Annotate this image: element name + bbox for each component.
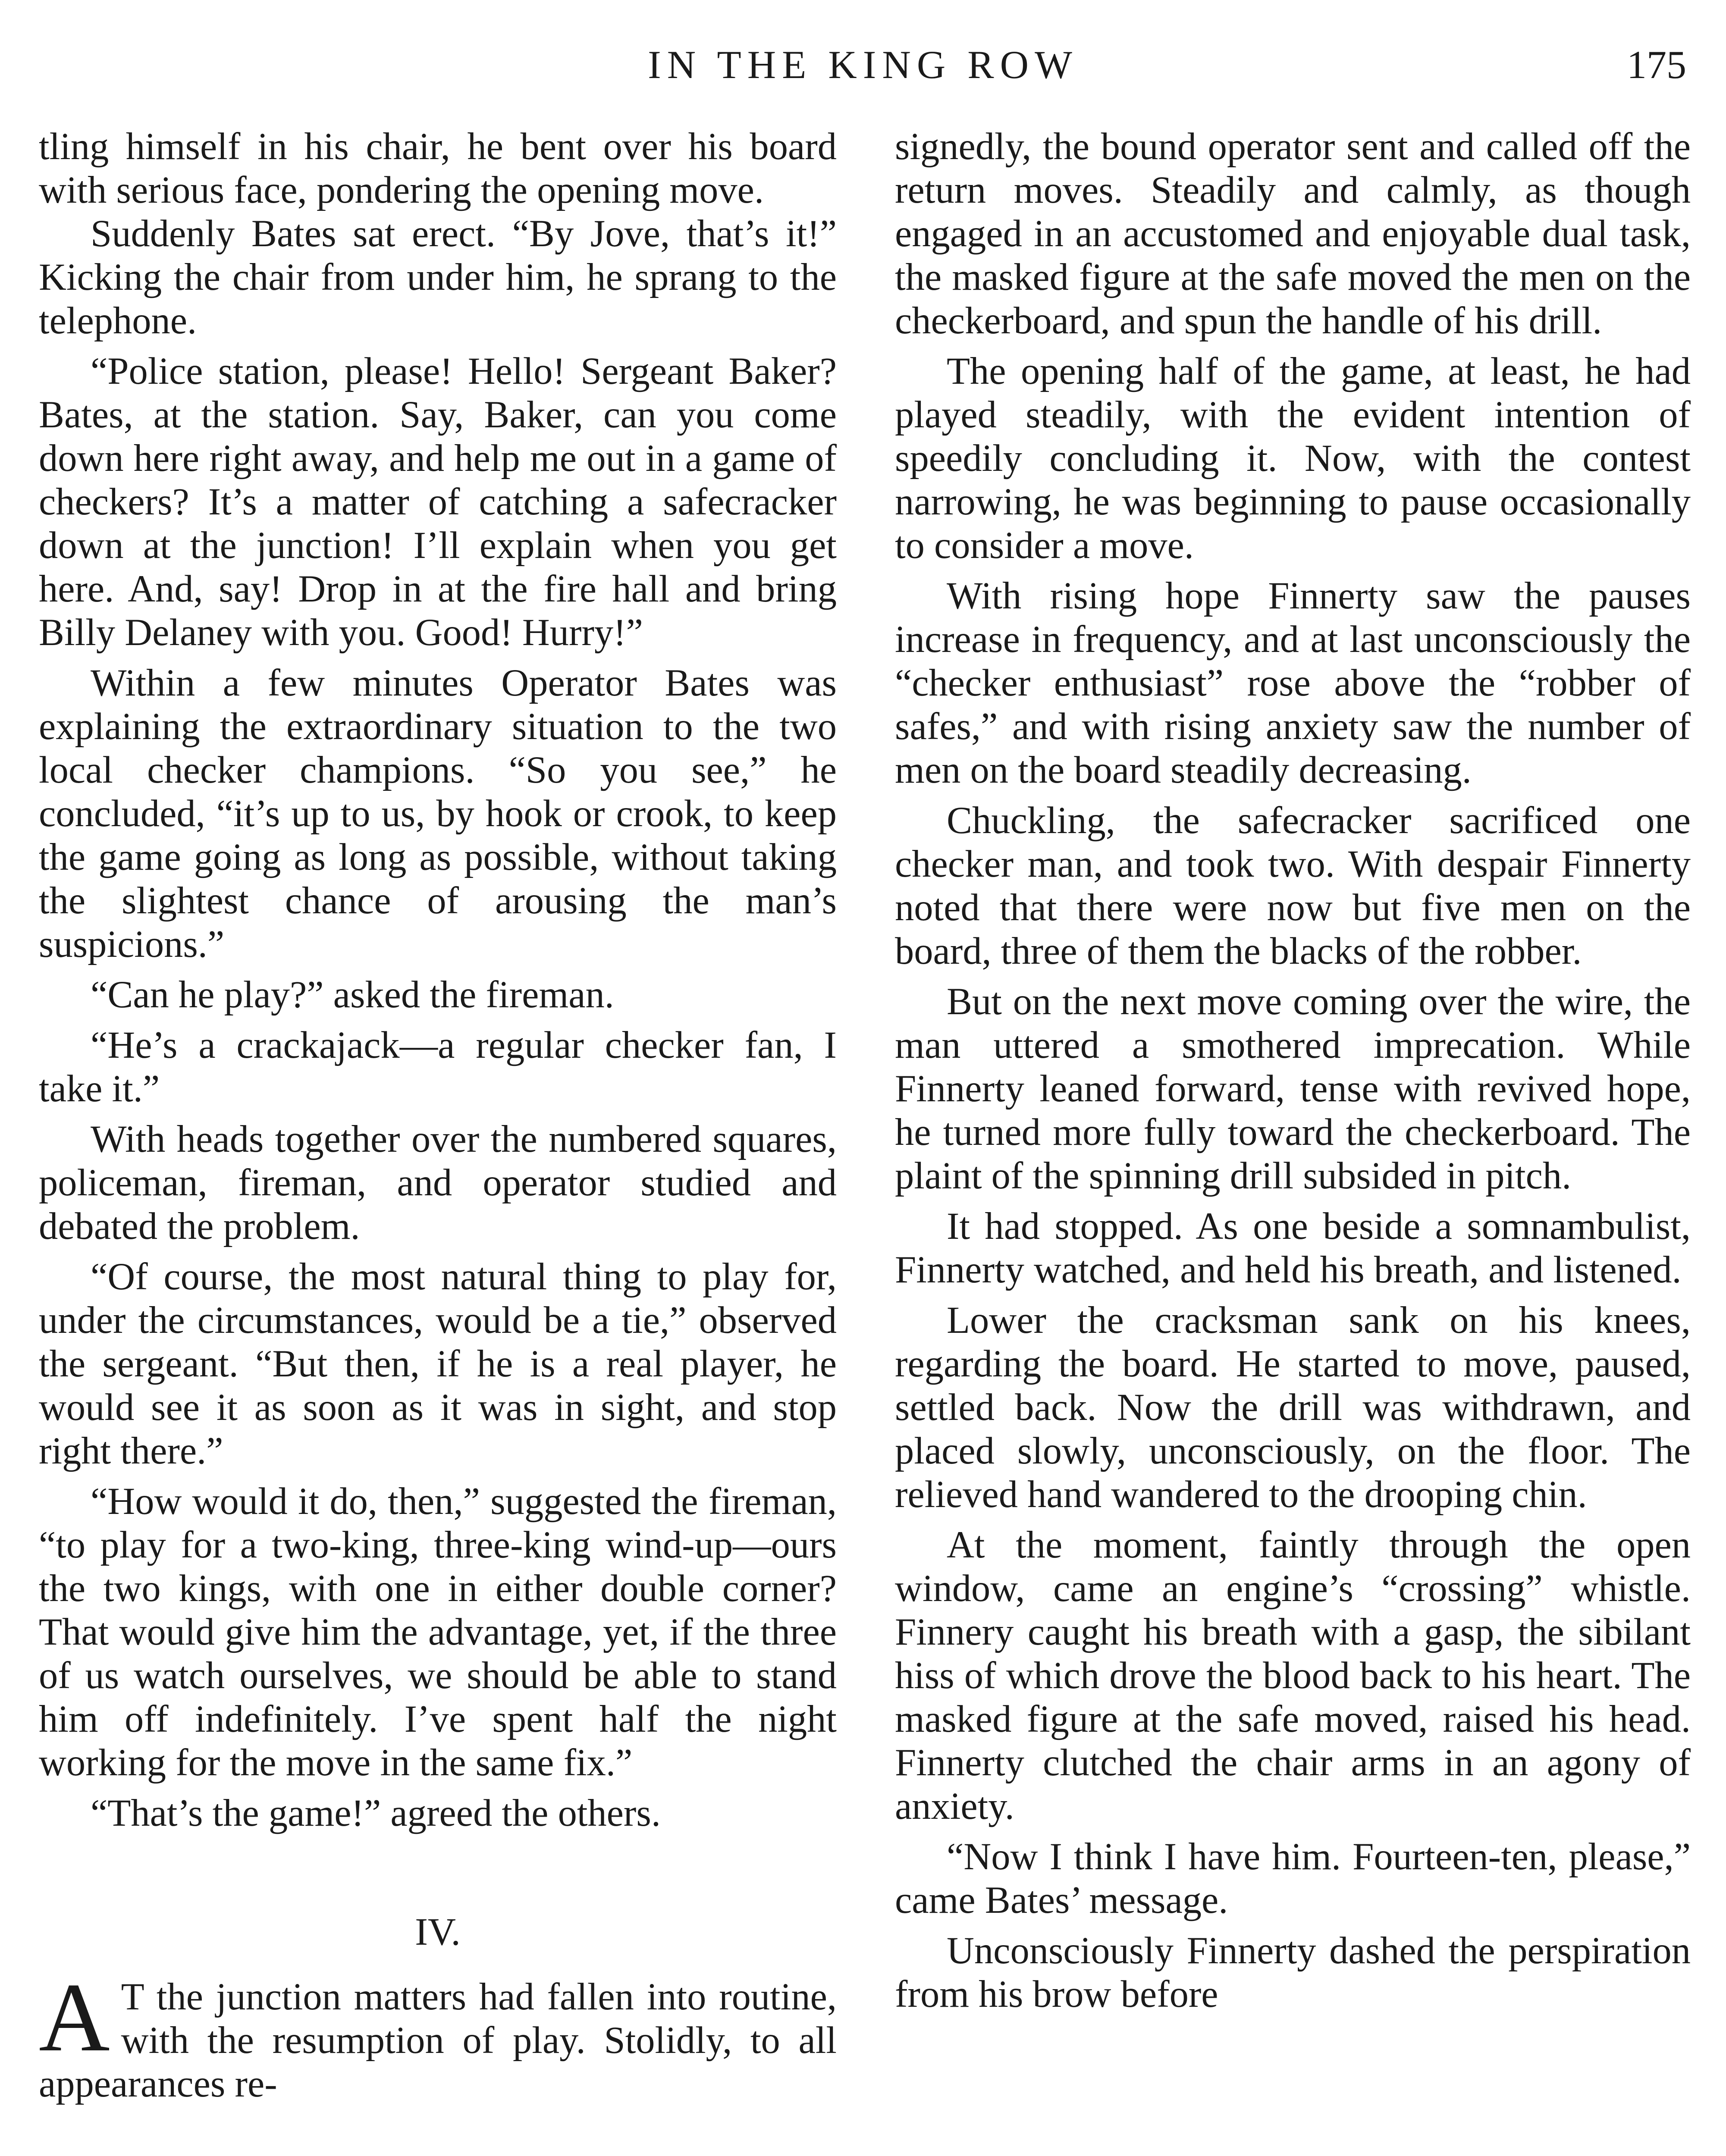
paragraph: But on the next move coming over the wire, the man uttered a smothered imprecation. While Finnerty leaned forward, tense with revived hope, he turned more fully toward the checkerboard. The plaint of the spinning drill subsided in pitch.	[895, 981, 1691, 1197]
paragraph: The opening half of the game, at least, he had played steadily, with the evident intention of speedily concluding it. Now, with the contest narrowing, he was beginning to pause occasionally to consider a move.	[895, 350, 1691, 567]
paragraph: “Police station, please! Hello! Sergeant Baker? Bates, at the station. Say, Baker, can you come down here right away, and help me out in a game of checkers? It’s a matter of catching a safecracker down at the junction! I’ll explain when you get here. And, say! Drop in at the fire hall and bring Billy Delaney with you. Good! Hurry!”	[39, 350, 837, 654]
right-column	[895, 125, 1691, 2156]
page-number: 175	[1627, 43, 1686, 87]
paragraph: Within a few minutes Operator Bates was explaining the extraordinary situation to the two local checker champions. “So you see,” he concluded, “it’s up to us, by hook or crook, to keep the game going as long as possible, without taking the slightest chance of arousing the man’s suspicions.”	[39, 662, 837, 965]
paragraph: “How would it do, then,” suggested the fireman, “to play for a two-king, three-king wind-up—ours the two kings, with one in either double corner? That would give him the advantage, yet, if the three of us watch ourselves, we should be able to stand him off indefinitely. I’ve spent half the night working for the move in the same fix.”	[39, 1480, 837, 1784]
paragraph-text: T the junction matters had fallen into routine, with the resumption of play. Stolidly, to all appearances re-	[39, 1976, 837, 2105]
paragraph: Lower the cracksman sank on his knees, regarding the board. He started to move, paused, settled back. Now the drill was withdrawn, and placed slowly, unconsciously, on the floor. The relieved hand wandered to the drooping chin.	[895, 1299, 1691, 1516]
drop-cap-paragraph	[39, 1963, 837, 2106]
paragraph: “Of course, the most natural thing to play for, under the circumstances, would be a tie,” observed the sergeant. “But then, if he is a real player, he would see it as soon as it was in sight, and stop right there.”	[39, 1256, 837, 1472]
running-title: IN THE KING ROW	[648, 43, 1078, 87]
paragraph: Chuckling, the safecracker sacrificed one checker man, and took two. With despair Finnerty noted that there were now but five men on the board, three of them the blacks of the robber.	[895, 799, 1691, 972]
paragraph: “Now I think I have him. Fourteen-ten, please,” came Bates’ message.	[895, 1836, 1691, 1921]
paragraph: “He’s a crackajack—a regular checker fan, I take it.”	[39, 1024, 837, 1110]
paragraph: Suddenly Bates sat erect. “By Jove, that’s it!” Kicking the chair from under him, he sprang to the telephone.	[39, 213, 837, 342]
paragraph: With rising hope Finnerty saw the pauses increase in frequency, and at last unconsciously the “checker enthusiast” rose above the “robber of safes,” and with rising anxiety saw the number of men on the board steadily decreasing.	[895, 575, 1691, 791]
section-heading: IV.	[415, 1911, 461, 1953]
paragraph: “Can he play?” asked the fireman.	[91, 974, 614, 1016]
paragraph: signedly, the bound operator sent and called off the return moves. Steadily and calmly, as though engaged in an accustomed and enjoyable dual task, the masked figure at the safe moved the men on the checkerboard, and spun the handle of his drill.	[895, 125, 1691, 342]
drop-cap: A	[39, 1963, 110, 2072]
paragraph: tling himself in his chair, he bent over his board with serious face, pondering the opening move.	[39, 125, 837, 211]
paragraph: Unconsciously Finnerty dashed the perspiration from his brow before	[895, 1930, 1691, 2015]
paragraph: It had stopped. As one beside a somnambulist, Finnerty watched, and held his breath, and listened.	[895, 1205, 1691, 1291]
paragraph: “That’s the game!” agreed the others.	[91, 1792, 661, 1834]
running-header	[0, 24, 1726, 88]
paragraph: With heads together over the numbered squares, policeman, fireman, and operator studied and debated the problem.	[39, 1118, 837, 1247]
left-column	[39, 125, 837, 2156]
paragraph: At the moment, faintly through the open window, came an engine’s “crossing” whistle. Finnery caught his breath with a gasp, the sibilant hiss of which drove the blood back to his heart. The masked figure at the safe moved, raised his head. Finnerty clutched the chair arms in an agony of anxiety.	[895, 1524, 1691, 1827]
